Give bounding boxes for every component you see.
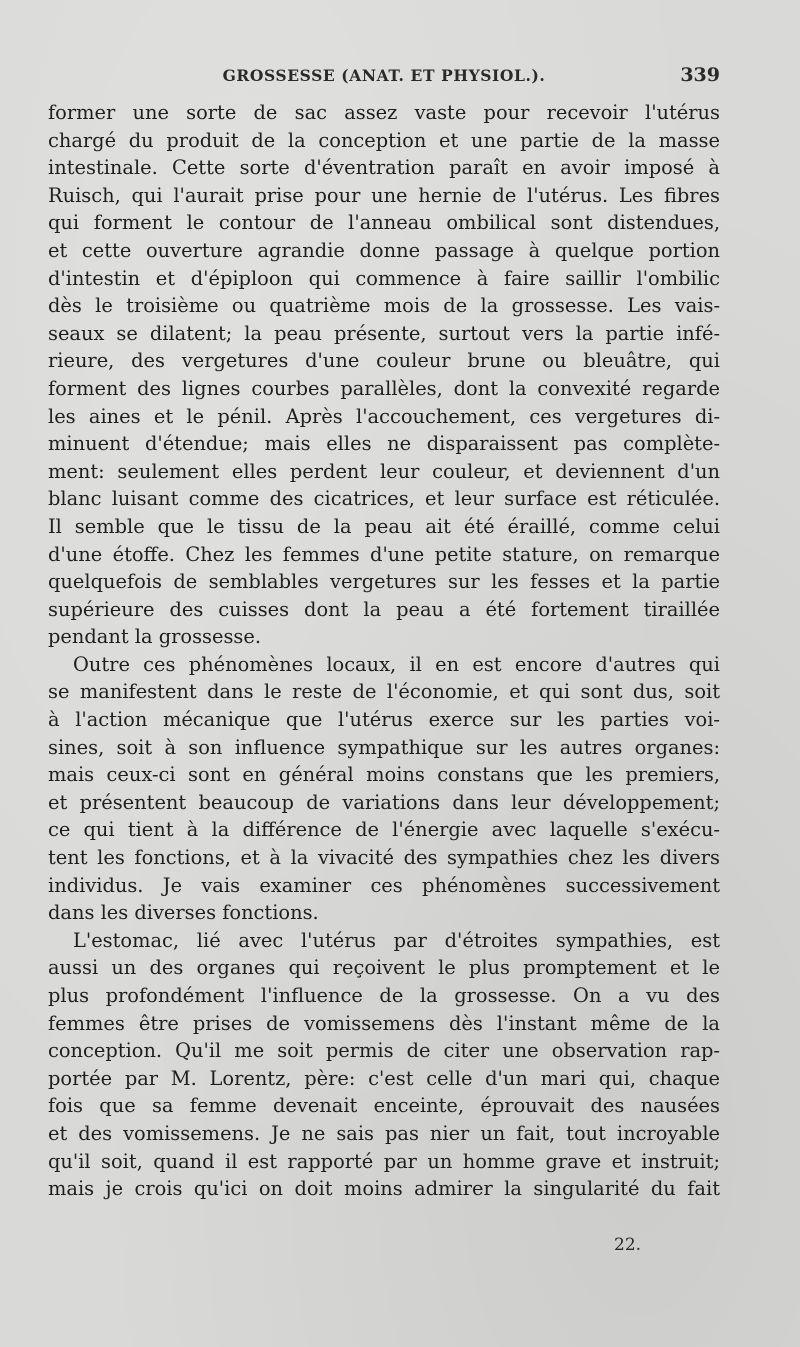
- text-line: minuent d'étendue; mais elles ne disparaissent pas complète-: [48, 432, 720, 456]
- text-line: supérieure des cuisses dont la peau a été fortement tiraillée: [48, 597, 720, 621]
- text-line: et cette ouverture agrandie donne passage à quelque portion: [48, 238, 720, 262]
- text-line: femmes être prises de vomissemens dès l'instant même de la: [48, 1011, 720, 1035]
- text-line: aussi un des organes qui reçoivent le plus promptement et le: [48, 956, 720, 980]
- text-line: rieure, des vergetures d'une couleur brune ou bleuâtre, qui: [48, 349, 720, 373]
- book-page: [48, 64, 720, 1203]
- text-line: Il semble que le tissu de la peau ait été éraillé, comme celui: [48, 514, 720, 538]
- text-line: Ruisch, qui l'aurait prise pour une hernie de l'utérus. Les fibres: [48, 183, 720, 207]
- text-line: d'une étoffe. Chez les femmes d'une petite stature, on remarque: [48, 542, 720, 566]
- text-line: pendant la grossesse.: [48, 625, 261, 649]
- text-line: individus. Je vais examiner ces phénomènes successivement: [48, 873, 720, 897]
- text-line: se manifestent dans le reste de l'économie, et qui sont dus, soit: [48, 680, 720, 704]
- text-line: former une sorte de sac assez vaste pour recevoir l'utérus: [48, 101, 720, 124]
- page-number: 339: [680, 64, 720, 86]
- text-line: blanc luisant comme des cicatrices, et leur surface est réticulée.: [48, 487, 720, 511]
- text-line: qui forment le contour de l'anneau ombilical sont distendues,: [48, 211, 720, 235]
- text-line: et des vomissemens. Je ne sais pas nier un fait, tout incroyable: [48, 1121, 720, 1145]
- text-line: qu'il soit, quand il est rapporté par un homme grave et instruit;: [48, 1149, 720, 1173]
- text-line: dans les diverses fonctions.: [48, 901, 319, 925]
- paragraph-first-line: Outre ces phénomènes locaux, il en est encore d'autres qui: [73, 652, 720, 676]
- text-line: tent les fonctions, et à la vivacité des sympathies chez les divers: [48, 846, 720, 870]
- page-header: [48, 64, 720, 96]
- text-line: quelquefois de semblables vergetures sur les fesses et la partie: [48, 570, 720, 594]
- text-line: plus profondément l'influence de la grossesse. On a vu des: [48, 984, 720, 1007]
- text-line: ment: seulement elles perdent leur couleur, et deviennent d'un: [48, 459, 720, 483]
- text-line: d'intestin et d'épiploon qui commence à faire saillir l'ombilic: [48, 266, 720, 290]
- text-line: et présentent beaucoup de variations dans leur développement;: [48, 790, 720, 814]
- running-head: GROSSESSE (ANAT. ET PHYSIOL.).: [222, 66, 546, 85]
- text-line: à l'action mécanique que l'utérus exerce sur les parties voi-: [48, 708, 720, 732]
- text-line: ce qui tient à la différence de l'énergie avec laquelle s'exécu-: [48, 818, 720, 842]
- body-text: [48, 99, 720, 1203]
- text-line: fois que sa femme devenait enceinte, éprouvait des nausées: [48, 1094, 720, 1118]
- text-line: mais ceux-ci sont en général moins constans que les premiers,: [48, 763, 720, 787]
- text-line: les aines et le pénil. Après l'accouchement, ces vergetures di-: [48, 404, 720, 428]
- text-line: dès le troisième ou quatrième mois de la grossesse. Les vais-: [48, 294, 720, 318]
- signature-mark: 22.: [614, 1235, 642, 1255]
- text-line: chargé du produit de la conception et une partie de la masse: [48, 128, 720, 152]
- text-line: seaux se dilatent; la peau présente, surtout vers la partie infé-: [48, 321, 720, 345]
- text-line: forment des lignes courbes parallèles, dont la convexité regarde: [48, 376, 720, 400]
- text-line: portée par M. Lorentz, père: c'est celle d'un mari qui, chaque: [48, 1066, 720, 1090]
- text-line: sines, soit à son influence sympathique sur les autres organes:: [48, 735, 720, 759]
- text-line: mais je crois qu'ici on doit moins admirer la singularité du fait: [48, 1177, 720, 1201]
- text-line: conception. Qu'il me soit permis de citer une observation rap-: [48, 1039, 720, 1063]
- paragraph-first-line: L'estomac, lié avec l'utérus par d'étroites sympathies, est: [73, 928, 720, 952]
- text-line: intestinale. Cette sorte d'éventration paraît en avoir imposé à: [48, 156, 720, 180]
